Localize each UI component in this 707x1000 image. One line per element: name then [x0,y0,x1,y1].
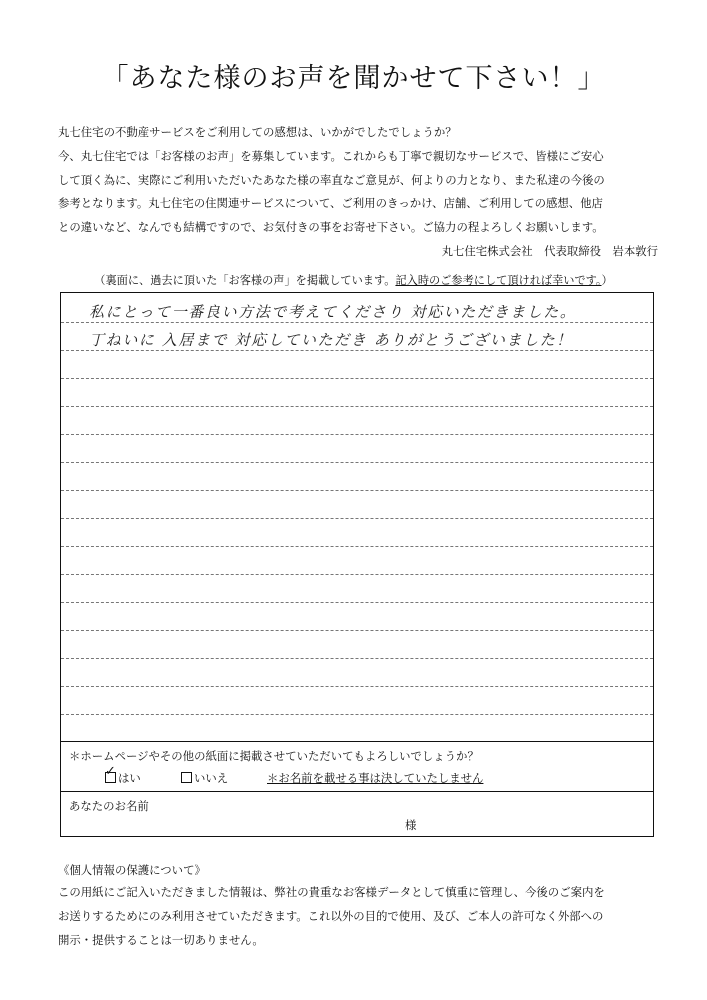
intro-line: 丸七住宅の不動産サービスをご利用しての感想は、いかがでしたでしょうか？ [58,125,457,139]
intro-line: 参考となります。丸七住宅の住関連サービスについて、ご利用のきっかけ、店舗、ご利用しての感想、他店 [58,196,603,211]
consent-question: ＊ホームページやその他の紙面に掲載させていただいてもよろしいでしょうか？ [69,749,479,763]
comment-form [60,292,654,837]
ruled-line [61,350,653,351]
check-mark-icon: ✓ [105,764,116,779]
ruled-line [61,322,653,323]
reference-note-suffix: ） [601,274,613,287]
ruled-line [61,434,653,435]
ruled-line [61,518,653,519]
name-notice: ＊お名前を載せる事は決していたしません [267,771,484,785]
privacy-title: 《個人情報の保護について》 [58,863,206,877]
privacy-line: この用紙にご記入いただきました情報は、弊社の貴重なお客様データとして慎重に管理し、今後のご案内を [58,885,605,899]
consent-no-checkbox[interactable] [181,772,192,783]
ruled-line [61,490,653,491]
page-title: 「あなた様のお声を聞かせて下さい！」 [101,63,606,94]
name-divider [61,791,653,792]
ruled-line [61,378,653,379]
privacy-body [58,881,658,952]
ruled-line [61,686,653,687]
ruled-line [61,406,653,407]
reference-note [0,272,707,288]
ruled-line [61,462,653,463]
handwritten-comment: 私にとって一番良い方法で考えてくださり 対応いただきました。 [89,303,577,321]
consent-yes-label: はい [118,771,141,785]
consent-yes-option[interactable] [105,764,141,786]
name-label: あなたのお名前 [69,799,149,813]
consent-no-label: いいえ [194,771,229,785]
signer: 丸七住宅株式会社 代表取締役 岩本敦行 [441,243,658,258]
reference-note-prefix: （裏面に、過去に頂いた「お客様の声」を掲載しています。 [94,274,396,287]
consent-yes-checkbox[interactable] [105,764,116,783]
consent-no-option[interactable] [181,770,228,786]
handwritten-comment: 丁ねいに 入居まで 対応していただき ありがとうございました！ [89,331,573,349]
privacy-line: お送りするためにのみ利用させていただきます。これ以外の目的で使用、及び、ご本人の許可なく外部への [58,908,604,923]
ruled-line [61,630,653,631]
ruled-line [61,658,653,659]
ruled-line [61,574,653,575]
privacy-line: 開示・提供することは一切ありません。 [58,932,264,947]
intro-text [58,121,658,264]
consent-divider [61,741,653,742]
reference-note-underlined: 記入時のご参考にして頂ければ幸いです。 [395,274,602,287]
ruled-line [61,714,653,715]
intro-line: との違いなど、なんでも結構ですので、お気付きの事をお寄せ下さい。ご協力の程よろしくお願いします。 [58,220,604,235]
intro-line: 今、丸七住宅では「お客様のお声」を募集しています。これからも丁寧で親切なサービスで、皆様にご安心 [58,148,604,163]
ruled-line [61,602,653,603]
intro-line: して頂く為に、実際にご利用いただいたあなた様の率直なご意見が、何よりの力となり、また私達の今後の [58,172,605,187]
ruled-line [61,546,653,547]
name-honorific: 様 [405,818,417,832]
